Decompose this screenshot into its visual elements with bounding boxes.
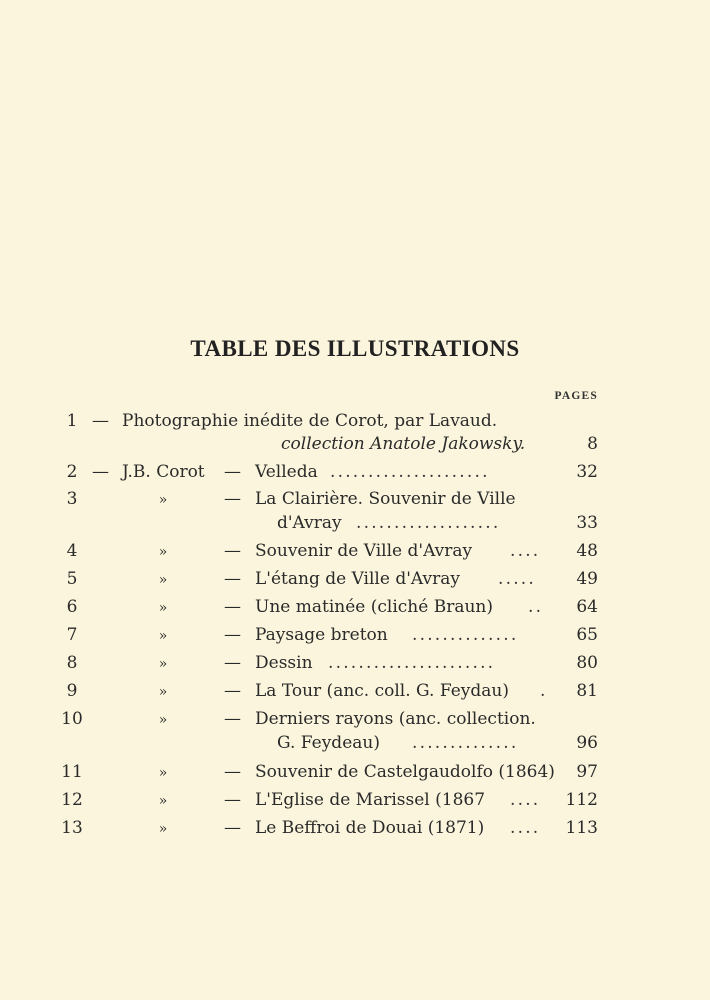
list-item bbox=[0, 411, 710, 435]
entry-leader-dots: .............. bbox=[412, 733, 519, 753]
entry-title: Velleda bbox=[255, 462, 318, 482]
entry-dash2: — bbox=[224, 709, 241, 729]
ditto-mark: » bbox=[158, 572, 168, 588]
entry-leader-dots: .... bbox=[510, 541, 541, 561]
list-item bbox=[0, 597, 710, 621]
entry-dash: — bbox=[92, 462, 109, 482]
entry-number: 13 bbox=[61, 818, 83, 838]
entry-page: 113 bbox=[565, 818, 598, 838]
page-title: TABLE DES ILLUSTRATIONS bbox=[190, 336, 520, 361]
entry-dash2: — bbox=[224, 790, 241, 810]
ditto-mark: » bbox=[158, 765, 168, 781]
entry-title: Photographie inédite de Corot, par Lavaud. bbox=[122, 411, 498, 431]
entry-leader-dots: .... bbox=[510, 790, 541, 810]
entry-page: 32 bbox=[576, 462, 598, 482]
entry-number: 12 bbox=[61, 790, 83, 810]
entry-number: 8 bbox=[66, 653, 78, 673]
entry-number: 4 bbox=[66, 541, 78, 561]
entry-page: 112 bbox=[565, 790, 598, 810]
ditto-mark: » bbox=[158, 656, 168, 672]
ditto-mark: » bbox=[158, 821, 168, 837]
entry-page: 8 bbox=[587, 434, 598, 454]
entry-dash2: — bbox=[224, 569, 241, 589]
entry-dash2: — bbox=[224, 597, 241, 617]
entry-number: 2 bbox=[66, 462, 78, 482]
entry-title-line2: d'Avray bbox=[277, 513, 342, 533]
entry-page: 97 bbox=[576, 762, 598, 782]
list-item-continuation bbox=[0, 434, 710, 458]
ditto-mark: » bbox=[158, 712, 168, 728]
ditto-mark: » bbox=[158, 600, 168, 616]
entry-number: 1 bbox=[66, 411, 78, 431]
entry-dash2: — bbox=[224, 489, 241, 509]
entry-dash2: — bbox=[224, 762, 241, 782]
list-item bbox=[0, 681, 710, 705]
entry-leader-dots: ..................... bbox=[330, 462, 490, 482]
ditto-mark: » bbox=[158, 793, 168, 809]
list-item bbox=[0, 489, 710, 513]
entry-title: La Clairière. Souvenir de Ville bbox=[255, 489, 516, 509]
entry-title: Une matinée (cliché Braun) bbox=[255, 597, 493, 617]
list-item bbox=[0, 762, 710, 786]
entry-dash2: — bbox=[224, 625, 241, 645]
entry-dash2: — bbox=[224, 681, 241, 701]
entry-title-line2: G. Feydeau) bbox=[277, 733, 380, 753]
entry-leader-dots: .............. bbox=[412, 625, 519, 645]
ditto-mark: » bbox=[158, 492, 168, 508]
entry-title: Dessin bbox=[255, 653, 313, 673]
list-item bbox=[0, 653, 710, 677]
entry-title-line2: collection Anatole Jakowsky. bbox=[281, 434, 526, 454]
entry-number: 11 bbox=[61, 762, 83, 782]
list-item bbox=[0, 462, 710, 486]
entry-title: Souvenir de Ville d'Avray bbox=[255, 541, 473, 561]
list-item bbox=[0, 541, 710, 565]
list-item bbox=[0, 709, 710, 733]
ditto-mark: » bbox=[158, 544, 168, 560]
list-item-continuation bbox=[0, 733, 710, 757]
entry-page: 65 bbox=[576, 625, 598, 645]
entry-leader-dots: ................... bbox=[356, 513, 501, 533]
entry-leader-dots: .... bbox=[510, 818, 541, 838]
entry-dash2: — bbox=[224, 541, 241, 561]
entry-dash2: — bbox=[224, 653, 241, 673]
entry-page: 49 bbox=[576, 569, 598, 589]
entry-page: 33 bbox=[576, 513, 598, 533]
entry-title: Le Beffroi de Douai (1871) bbox=[255, 818, 485, 838]
entry-page: 64 bbox=[576, 597, 598, 617]
entry-dash2: — bbox=[224, 462, 241, 482]
entry-page: 81 bbox=[576, 681, 598, 701]
entry-leader-dots: ...................... bbox=[328, 653, 496, 673]
entry-title: Derniers rayons (anc. collection. bbox=[255, 709, 536, 729]
entry-title: L'étang de Ville d'Avray bbox=[255, 569, 460, 589]
entry-dash2: — bbox=[224, 818, 241, 838]
pages-column-header: PAGES bbox=[554, 390, 598, 402]
entry-leader-dots: .. bbox=[528, 597, 544, 617]
entry-title: Souvenir de Castelgaudolfo (1864) bbox=[255, 762, 555, 782]
entry-number: 5 bbox=[66, 569, 78, 589]
entry-leader-dots: ..... bbox=[498, 569, 537, 589]
entry-number: 3 bbox=[66, 489, 78, 509]
entry-page: 80 bbox=[576, 653, 598, 673]
list-item bbox=[0, 625, 710, 649]
entry-number: 7 bbox=[66, 625, 78, 645]
list-item-continuation bbox=[0, 513, 710, 537]
list-item bbox=[0, 790, 710, 814]
list-item bbox=[0, 569, 710, 593]
ditto-mark: » bbox=[158, 628, 168, 644]
entry-title: La Tour (anc. coll. G. Feydau) bbox=[255, 681, 509, 701]
entry-title: L'Eglise de Marissel (1867 bbox=[255, 790, 486, 810]
entry-number: 9 bbox=[66, 681, 78, 701]
entry-artist: J.B. Corot bbox=[122, 462, 205, 482]
entry-dash: — bbox=[92, 411, 109, 431]
list-item bbox=[0, 818, 710, 842]
entry-page: 96 bbox=[576, 733, 598, 753]
entry-number: 10 bbox=[61, 709, 83, 729]
entry-page: 48 bbox=[576, 541, 598, 561]
entry-leader-dots: . bbox=[540, 681, 548, 701]
ditto-mark: » bbox=[158, 684, 168, 700]
entry-title: Paysage breton bbox=[255, 625, 388, 645]
entry-number: 6 bbox=[66, 597, 78, 617]
